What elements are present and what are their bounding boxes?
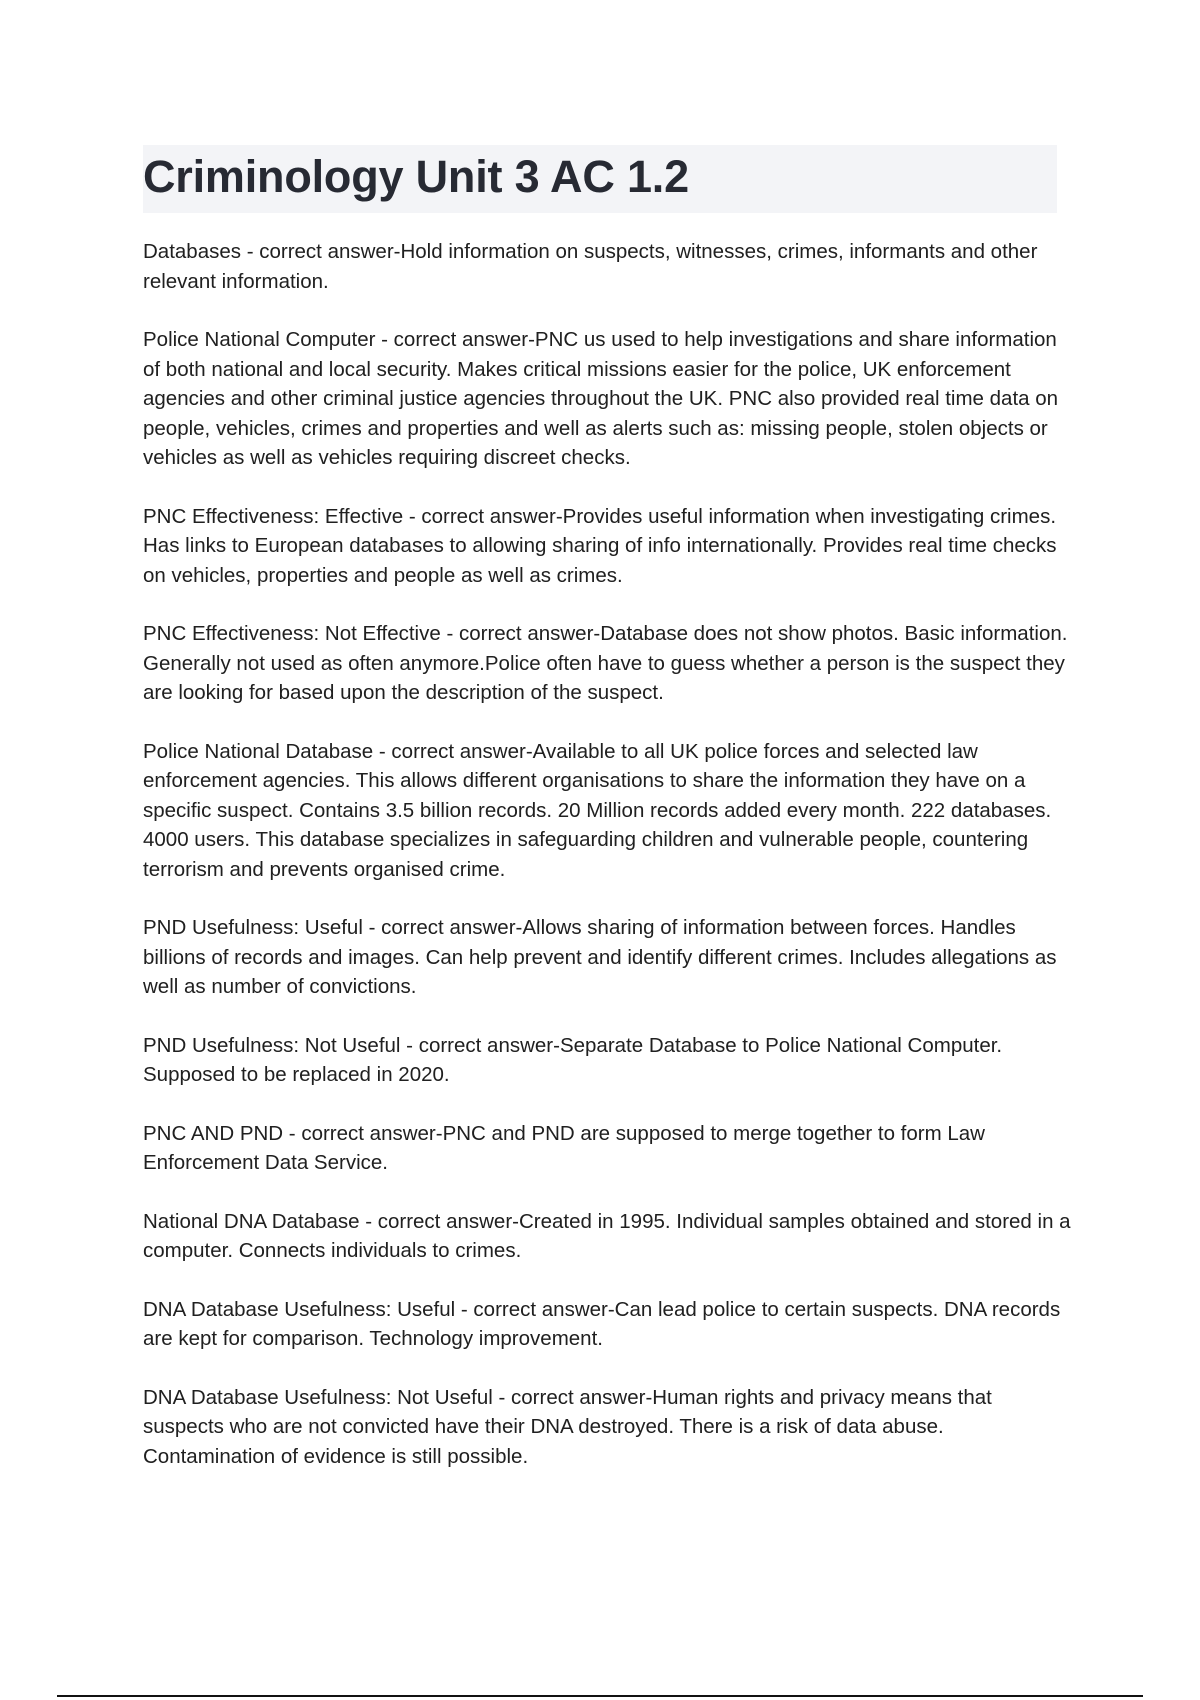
entry-national-dna-database: National DNA Database - correct answer-Created in 1995. Individual samples obtained and stored in a computer. Connects individuals to crimes. [143, 1209, 1071, 1262]
page-title: Criminology Unit 3 AC 1.2 [143, 151, 689, 202]
entry-pnd-useful: PND Usefulness: Useful - correct answer-Allows sharing of information between forces. Handles billions of records and images. Can help prevent and identify different crimes. Includes allegations as well as number of convictions. [143, 916, 1057, 998]
entry-pnc-and-pnd: PNC AND PND - correct answer-PNC and PND are supposed to merge together to form Law Enforcement Data Service. [143, 1121, 985, 1174]
title-band [143, 145, 1057, 213]
entry-pnc-not-effective: PNC Effectiveness: Not Effective - correct answer-Database does not show photos. Basic information. Generally not used as often anymore.Police often have to guess whether a person is the suspect they are looking for based upon the description of the suspect. [143, 622, 1068, 704]
entry-dna-not-useful: DNA Database Usefulness: Not Useful - correct answer-Human rights and privacy means that suspects who are not convicted have their DNA destroyed. There is a risk of data abuse. Contamination of evidence is still possible. [143, 1385, 992, 1468]
entry-pnd-not-useful: PND Usefulness: Not Useful - correct answer-Separate Database to Police National Computer. Supposed to be replaced in 2020. [143, 1033, 1003, 1086]
entry-dna-useful: DNA Database Usefulness: Useful - correct answer-Can lead police to certain suspects. DNA records are kept for comparison. Technology improvement. [143, 1297, 1061, 1350]
footer-divider [57, 1695, 1143, 1697]
entry-police-national-database: Police National Database - correct answer-Available to all UK police forces and selected law enforcement agencies. This allows different organisations to share the information they have on a specific suspect. Contains 3.5 billion records. 20 Million records added every month. 222 databases. 4000 users. This database specializes in safeguarding children and vulnerable people, countering terrorism and prevents organised crime. [143, 739, 1052, 881]
entry-police-national-computer: Police National Computer - correct answer-PNC us used to help investigations and share information of both national and local security. Makes critical missions easier for the police, UK enforcement agencies and other criminal justice agencies throughout the UK. PNC also provided real time data on people, vehicles, crimes and properties and well as alerts such as: missing people, stolen objects or vehicles as well as vehicles requiring discreet checks. [143, 328, 1059, 469]
entry-pnc-effective: PNC Effectiveness: Effective - correct answer-Provides useful information when investigating crimes. Has links to European databases to allowing sharing of info internationally. Provides real time checks on vehicles, properties and people as well as crimes. [143, 504, 1057, 587]
document-body [143, 237, 1073, 1500]
entry-databases: Databases - correct answer-Hold information on suspects, witnesses, crimes, informants and other relevant information. [143, 240, 1038, 293]
